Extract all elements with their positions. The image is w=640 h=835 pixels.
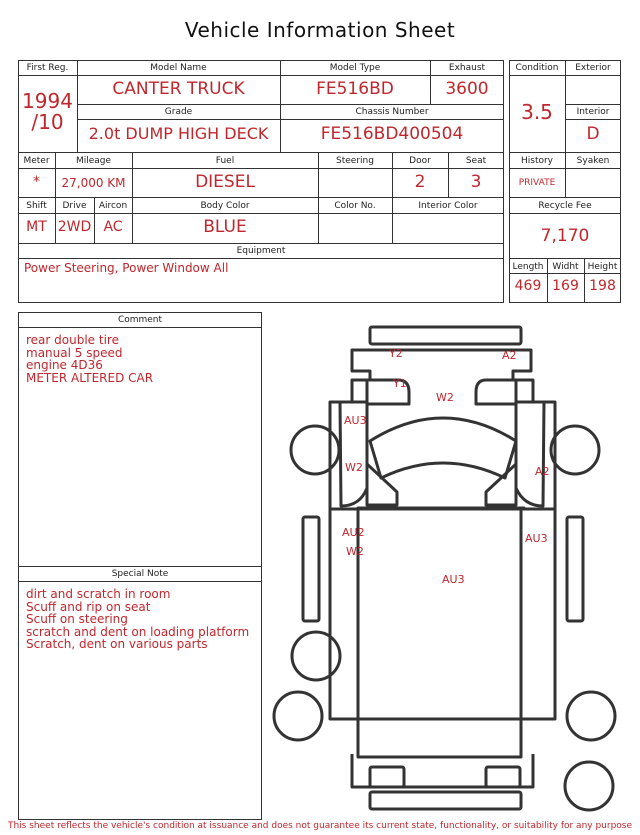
width-value: 169 xyxy=(552,278,579,294)
cab-outline xyxy=(330,350,555,509)
chassis-number-label: Chassis Number xyxy=(355,107,429,117)
syaken-label: Syaken xyxy=(576,156,610,166)
exhaust-value: 3600 xyxy=(445,79,489,99)
recycle-fee-label: Recycle Fee xyxy=(538,201,592,211)
model-name-value: CANTER TRUCK xyxy=(112,79,245,99)
equipment-label: Equipment xyxy=(236,246,286,256)
mark-w2-bed: W2 xyxy=(346,545,364,558)
chassis-number-value: FE516BD400504 xyxy=(320,124,464,144)
special-note-line: Scuff and rip on seat xyxy=(26,599,151,614)
comment-list xyxy=(26,334,153,384)
history-value: PRIVATE xyxy=(518,178,556,188)
condition-label: Condition xyxy=(515,63,559,73)
drive-value: 2WD xyxy=(57,219,92,235)
special-note-line: dirt and scratch in room xyxy=(26,587,171,601)
comment-label: Comment xyxy=(117,315,163,325)
interior-value: D xyxy=(586,124,600,144)
truck-diagram xyxy=(270,318,630,818)
first-reg-label: First Reg. xyxy=(26,63,69,73)
model-type-label: Model Type xyxy=(329,63,381,73)
rear-right-outer-wheel xyxy=(565,762,613,810)
condition-value: 3.5 xyxy=(521,100,553,124)
left-cab-lower xyxy=(367,464,397,505)
steering-label: Steering xyxy=(336,156,374,166)
left-side-rail xyxy=(303,517,319,621)
meter-label: Meter xyxy=(23,156,50,166)
mark-y1: Y1 xyxy=(393,377,407,390)
comment-line: rear double tire xyxy=(26,333,119,347)
rear-bumper xyxy=(370,792,521,809)
fuel-value: DIESEL xyxy=(195,172,255,192)
seat-label: Seat xyxy=(465,156,487,166)
special-note-line: scratch and dent on loading platform xyxy=(26,624,250,639)
mid-left-wheel xyxy=(292,632,340,680)
right-tail-light xyxy=(486,767,520,787)
exhaust-label: Exhaust xyxy=(448,63,486,73)
right-side-rail xyxy=(567,517,583,621)
front-left-wheel xyxy=(291,426,339,474)
front-bumper xyxy=(370,327,521,344)
model-name-label: Model Name xyxy=(150,63,207,73)
rear-left-wheel xyxy=(274,692,322,740)
seat-value: 3 xyxy=(470,172,482,192)
first-reg-month: /10 xyxy=(31,110,64,134)
comment-line: manual 5 speed xyxy=(26,345,123,360)
door-label: Door xyxy=(409,156,431,166)
interior-color-label: Interior Color xyxy=(418,201,478,211)
mark-au3-bed: AU3 xyxy=(442,573,465,586)
right-door-window xyxy=(476,380,516,404)
height-value: 198 xyxy=(589,278,616,294)
height-label: Height xyxy=(587,262,618,272)
grade-label: Grade xyxy=(164,107,193,117)
shift-label: Shift xyxy=(26,201,47,211)
equipment-value: Power Steering, Power Window All xyxy=(24,261,229,275)
width-label: Widht xyxy=(552,262,579,272)
grade-value: 2.0t DUMP HIGH DECK xyxy=(88,124,269,143)
mark-a2-right: A2 xyxy=(535,465,550,478)
meter-value: * xyxy=(33,174,40,190)
sheet-title: Vehicle Information Sheet xyxy=(184,18,456,42)
right-cab-lower xyxy=(486,464,516,505)
history-label: History xyxy=(520,156,554,166)
mark-au2: AU2 xyxy=(342,526,365,539)
front-right-wheel xyxy=(551,426,599,474)
exterior-label: Exterior xyxy=(575,63,611,73)
mark-au3-right: AU3 xyxy=(525,532,548,545)
aircon-value: AC xyxy=(103,219,123,235)
comment-line: METER ALTERED CAR xyxy=(26,370,154,385)
body-color-value: BLUE xyxy=(203,217,247,237)
mark-y2: Y2 xyxy=(389,347,403,360)
mileage-label: Mileage xyxy=(75,156,112,166)
special-note-list xyxy=(26,588,249,651)
mark-w2-left: W2 xyxy=(345,461,363,474)
mark-a2-top: A2 xyxy=(502,349,517,362)
shift-value: MT xyxy=(26,219,47,235)
mark-w2-cab: W2 xyxy=(436,391,454,404)
recycle-fee-value: 7,170 xyxy=(540,226,590,246)
rear-frame xyxy=(352,754,533,787)
fuel-label: Fuel xyxy=(215,156,235,166)
interior-label: Interior xyxy=(576,107,610,117)
rear-right-wheel xyxy=(567,692,615,740)
disclaimer-footer: This sheet reflects the vehicle's condition at issuance and does not guarantee its current state, functionality, or suitability for any purpose xyxy=(7,821,633,831)
aircon-label: Aircon xyxy=(98,201,128,211)
special-note-label: Special Note xyxy=(111,569,169,579)
comment-line: engine 4D36 xyxy=(26,358,103,372)
length-label: Length xyxy=(512,262,544,272)
special-note-line: Scuff on steering xyxy=(26,612,128,626)
color-no-label: Color No. xyxy=(334,201,376,211)
model-type-value: FE516BD xyxy=(316,79,394,99)
drive-label: Drive xyxy=(62,201,87,211)
right-pillar xyxy=(516,402,544,506)
special-note-line: Scratch, dent on various parts xyxy=(26,637,208,651)
left-tail-light xyxy=(370,767,404,787)
door-value: 2 xyxy=(414,172,426,192)
mileage-value: 27,000 KM xyxy=(61,176,126,190)
body-color-label: Body Color xyxy=(200,201,250,211)
mark-au3-left: AU3 xyxy=(344,414,367,427)
first-reg-year: 1994 xyxy=(22,89,73,113)
windshield xyxy=(370,418,516,478)
length-value: 469 xyxy=(514,278,542,294)
